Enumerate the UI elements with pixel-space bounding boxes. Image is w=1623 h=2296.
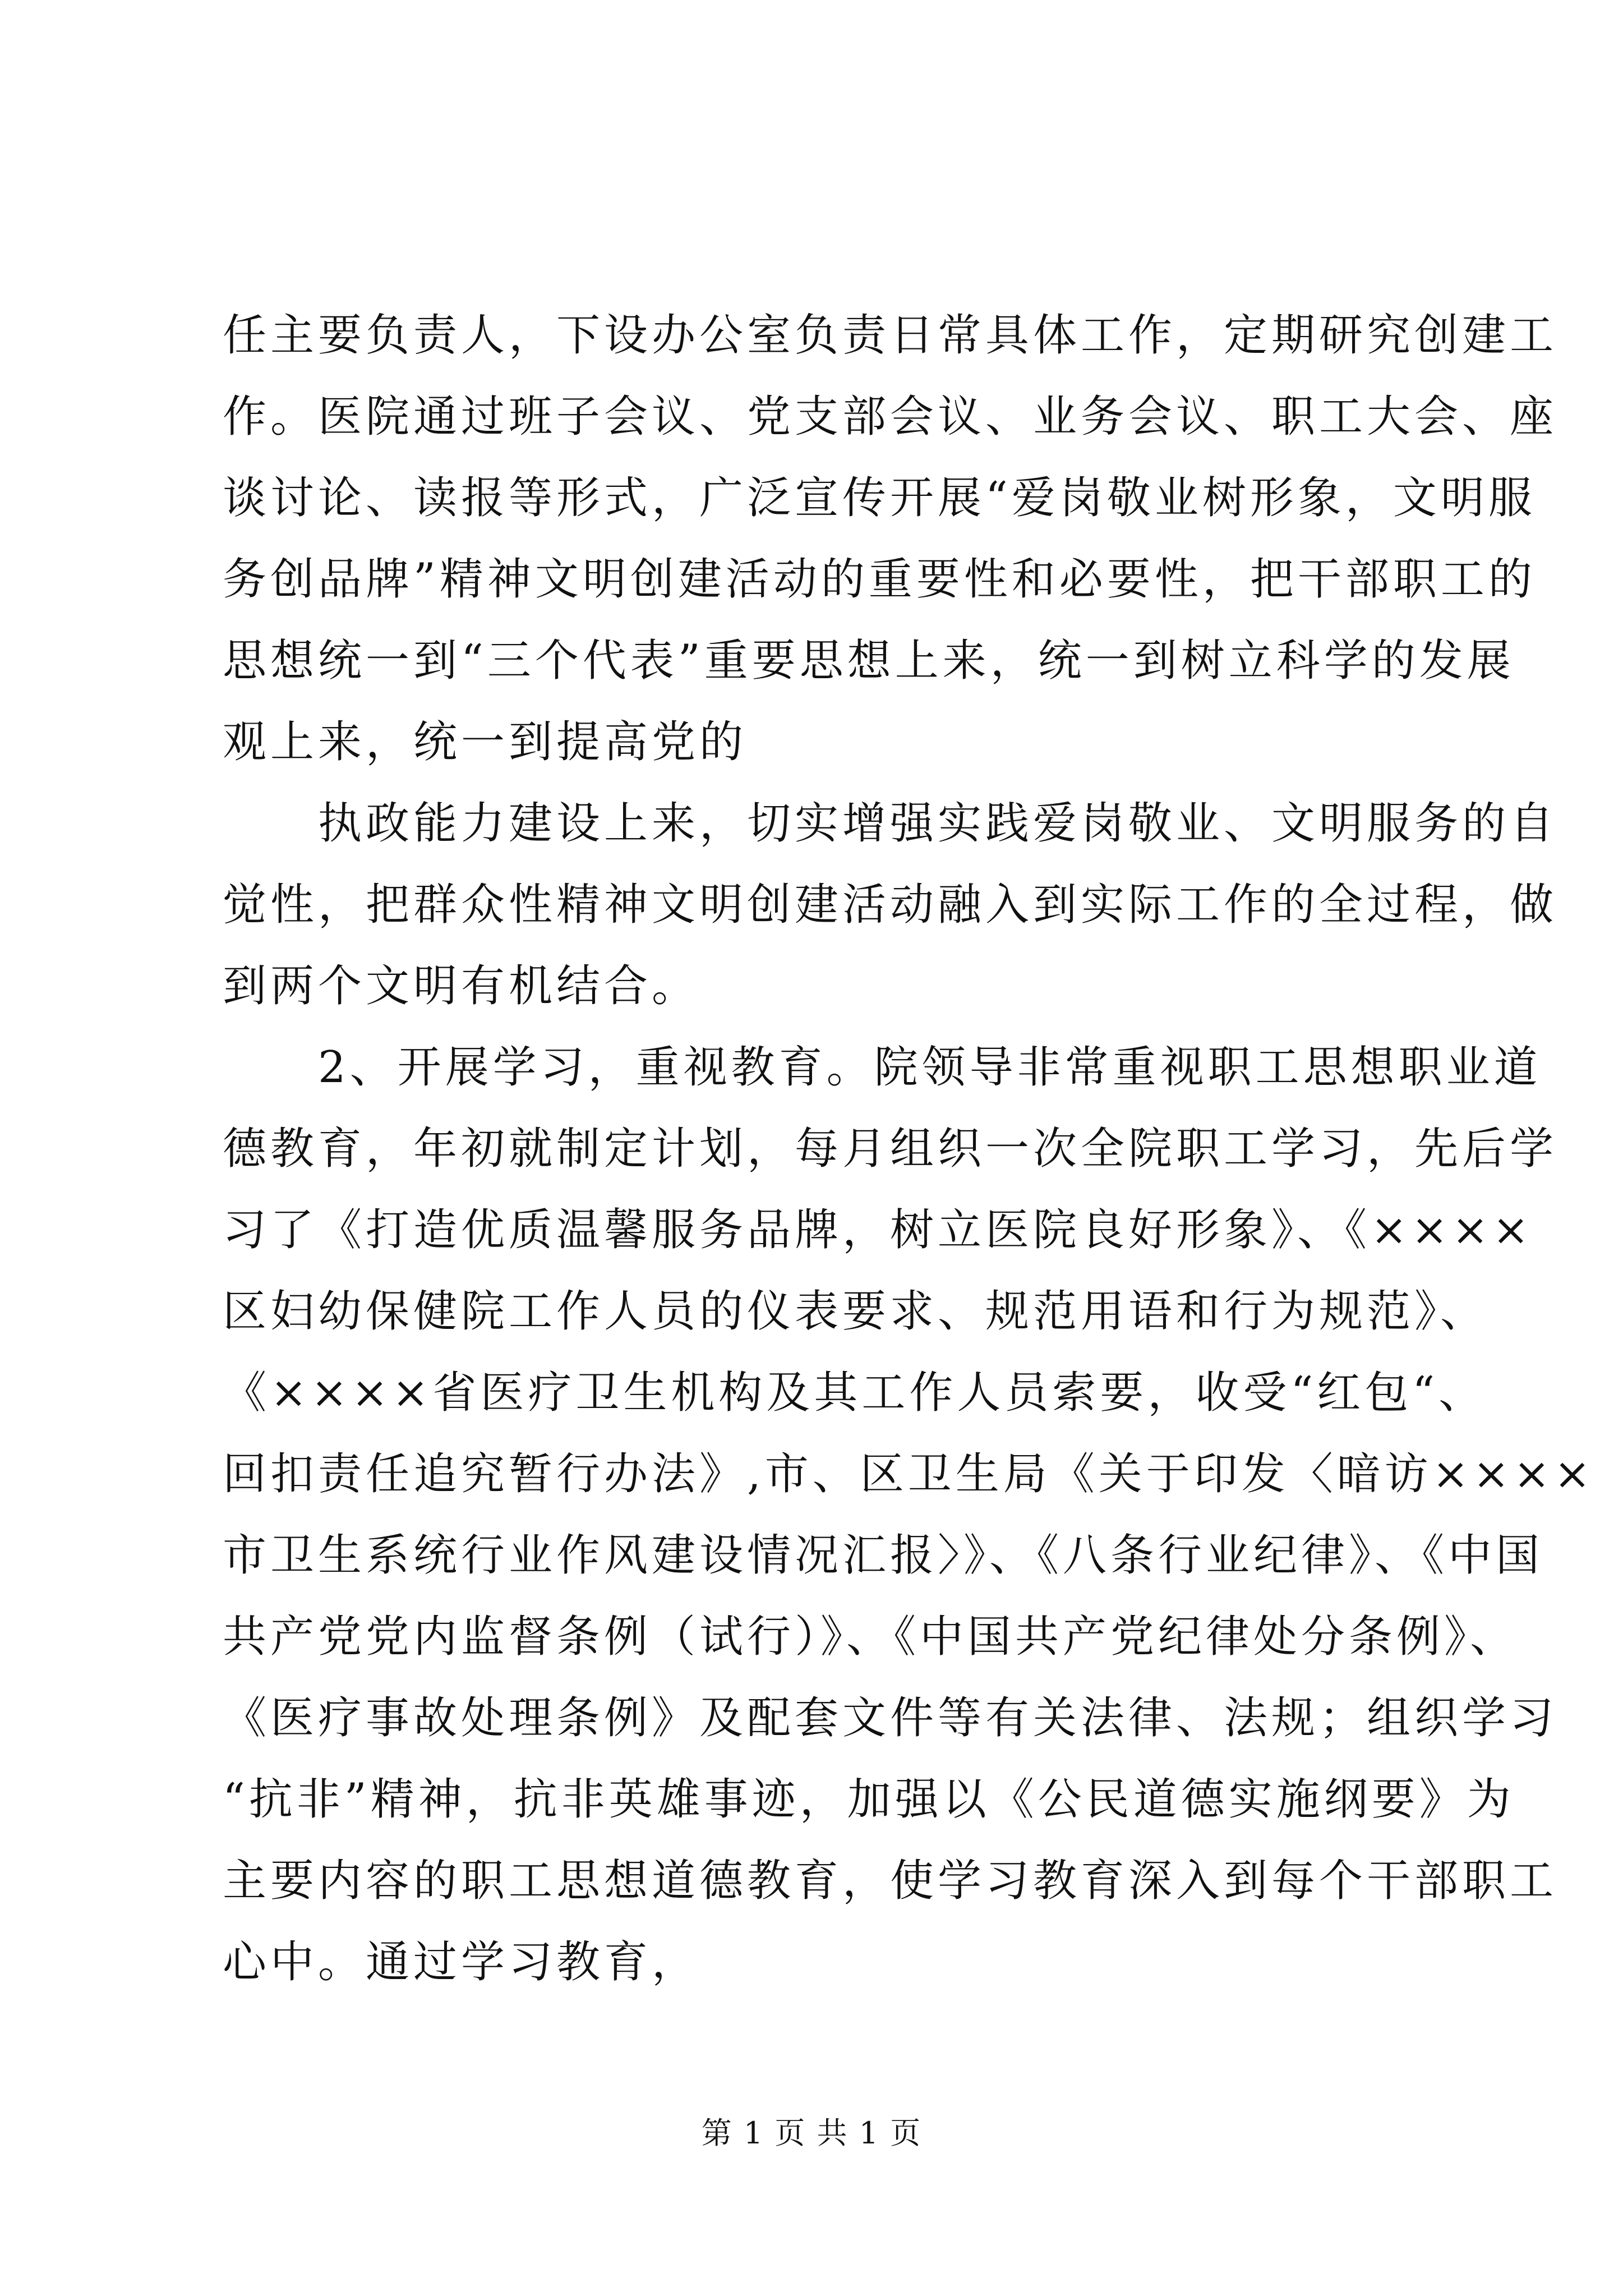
text-line: 谈讨论、读报等形式，广泛宣传开展“爱岗敬业树形象，文明服 <box>223 473 1536 523</box>
paragraph-3 <box>223 1027 1595 2003</box>
text-line: 市卫生系统行业作风建设情况汇报〉》、《八条行业纪律》、《中国 <box>223 1530 1544 1581</box>
text-line: 到两个文明有机结合。 <box>223 961 700 1011</box>
paragraph-1 <box>223 295 1558 783</box>
text-line: “抗非”精神，抗非英雄事迹，加强以《公民道德实施纲要》为 <box>223 1774 1515 1825</box>
text-line: 共产党党内监督条例（试行）》、《中国共产党纪律处分条例》、 <box>223 1612 1518 1662</box>
text-line: 主要内容的职工思想道德教育，使学习教育深入到每个干部职工 <box>223 1856 1558 1906</box>
page-footer: 第 1 页 共 1 页 <box>701 2115 922 2151</box>
text-line: 《医疗事故处理条例》及配套文件等有关法律、法规；组织学习 <box>223 1693 1558 1743</box>
text-line: 回扣责任追究暂行办法》,市、区卫生局《关于印发〈暗访×××× <box>223 1449 1595 1499</box>
paragraph-2 <box>223 783 1558 1027</box>
text-line: 观上来，统一到提高党的 <box>223 717 748 767</box>
text-line: 思想统一到“三个代表”重要思想上来，统一到树立科学的发展 <box>223 636 1515 686</box>
text-line: 觉性，把群众性精神文明创建活动融入到实际工作的全过程，做 <box>223 880 1558 930</box>
text-line: 《××××省医疗卫生机构及其工作人员索要，收受“红包“、 <box>223 1368 1487 1418</box>
text-line: 心中。通过学习教育， <box>223 1937 700 1987</box>
document-body <box>223 295 1595 2003</box>
text-line: 任主要负责人，下设办公室负责日常具体工作，定期研究创建工 <box>223 310 1558 361</box>
text-line: 务创品牌”精神文明创建活动的重要性和必要性，把干部职工的 <box>223 554 1536 605</box>
text-line: 区妇幼保健院工作人员的仪表要求、规范用语和行为规范》、 <box>223 1286 1488 1337</box>
text-line: 习了《打造优质温馨服务品牌，树立医院良好形象》、《×××× <box>223 1205 1533 1255</box>
text-line: 执政能力建设上来，切实增强实践爱岗敬业、文明服务的自 <box>318 798 1558 849</box>
text-line: 2、开展学习，重视教育。院领导非常重视职工思想职业道 <box>318 1042 1542 1093</box>
text-line: 作。医院通过班子会议、党支部会议、业务会议、职工大会、座 <box>223 392 1558 442</box>
text-line: 德教育，年初就制定计划，每月组织一次全院职工学习，先后学 <box>223 1124 1558 1174</box>
